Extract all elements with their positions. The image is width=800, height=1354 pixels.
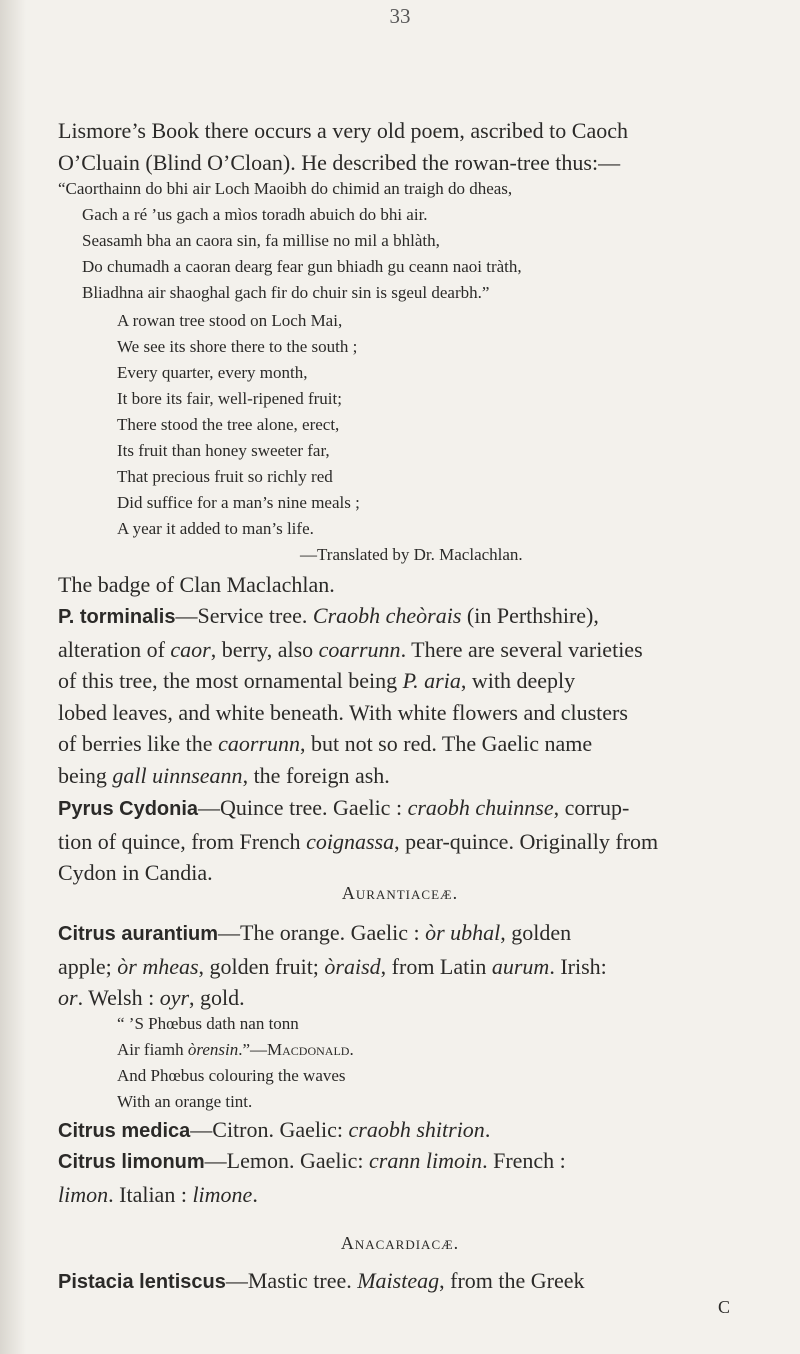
gaelic-poem (58, 176, 758, 306)
section-heading-aurantiaceae: Aurantiaceæ. (341, 883, 459, 903)
translation-line-5: There stood the tree alone, erect, (117, 415, 340, 434)
torminalis-entry: P. torminalis—Service tree. Craobh cheòrais (in Perthshire), alteration of caor, berry, also coarrunn. There are several varieties of this tree, the most ornamental being P. aria, with deeply lobed leaves, and white beneath. With white flowers and clusters of berries like the caorrunn, but not so red. The Gaelic name being gall uinnseann, the foreign ash. (58, 603, 643, 788)
species-name: Pyrus Cydonia (58, 798, 199, 820)
page-number: 33 (389, 4, 411, 28)
badge-line: The badge of Clan Maclachlan. (58, 572, 335, 597)
signature-mark: C (717, 1297, 730, 1317)
section-heading-anacardiaceae: Anacardiacæ. (340, 1233, 460, 1253)
gaelic-line-1: “Caorthainn do bhi air Loch Maoibh do chimid an traigh do dheas, (58, 179, 513, 198)
species-name: Citrus limonum (58, 1151, 205, 1173)
translation-verse (117, 308, 800, 542)
species-name: Citrus medica (58, 1120, 191, 1142)
gaelic-line-4: Do chumadh a caoran dearg fear gun bhiadh gu ceann naoi tràth, (82, 257, 522, 276)
translation-line-1: A rowan tree stood on Loch Mai, (117, 311, 343, 330)
translation-line-6: Its fruit than honey sweeter far, (117, 441, 330, 460)
gaelic-line-5: Bliadhna air shaoghal gach fir do chuir sin is sgeul dearbh.” (82, 283, 490, 302)
translation-credit: —Translated by Dr. Maclachlan. (300, 545, 523, 564)
intro-line-2: O’Cluain (Blind O’Cloan). He described the rowan-tree thus:— (58, 149, 621, 175)
species-name: Citrus aurantium (58, 923, 219, 945)
intro-paragraph (58, 115, 758, 178)
gaelic-line-3: Seasamh bha an caora sin, fa millise no mil a bhlàth, (82, 231, 440, 250)
limonum-entry: Citrus limonum—Lemon. Gaelic: crann limoin. French : limon. Italian : limone. (58, 1148, 566, 1207)
lentiscus-entry: Pistacia lentiscus—Mastic tree. Maisteag, from the Greek (58, 1268, 585, 1293)
species-name: P. torminalis (58, 606, 176, 628)
medica-entry: Citrus medica—Citron. Gaelic: craobh shitrion. (58, 1117, 491, 1142)
aurantium-entry: Citrus aurantium—The orange. Gaelic : òr ubhal, golden apple; òr mheas, golden fruit; òraisd, from Latin aurum. Irish: or. Welsh : oyr, gold. (58, 920, 607, 1010)
translation-line-2: We see its shore there to the south ; (117, 337, 358, 356)
translation-line-4: It bore its fair, well-ripened fruit; (117, 389, 342, 408)
orange-verse: “ ’S Phœbus dath nan tonn Air fiamh òrensin.”—Macdonald. And Phœbus colouring the waves With an orange tint. (117, 1014, 354, 1111)
species-name: Pistacia lentiscus (58, 1271, 226, 1293)
page-edge-shadow (0, 0, 26, 1354)
translation-line-8: Did suffice for a man’s nine meals ; (117, 493, 360, 512)
intro-line-1: Lismore’s Book there occurs a very old poem, ascribed to Caoch (58, 118, 629, 143)
translation-line-9: A year it added to man’s life. (117, 519, 314, 538)
translation-line-3: Every quarter, every month, (117, 363, 308, 382)
translation-line-7: That precious fruit so richly red (117, 467, 333, 486)
gaelic-line-2: Gach a ré ’us gach a mìos toradh abuich do bhi air. (82, 205, 428, 224)
cydonia-entry: Pyrus Cydonia—Quince tree. Gaelic : craobh chuinnse, corrup- tion of quince, from French coignassa, pear-quince. Originally from Cydon in Candia. (58, 795, 659, 885)
